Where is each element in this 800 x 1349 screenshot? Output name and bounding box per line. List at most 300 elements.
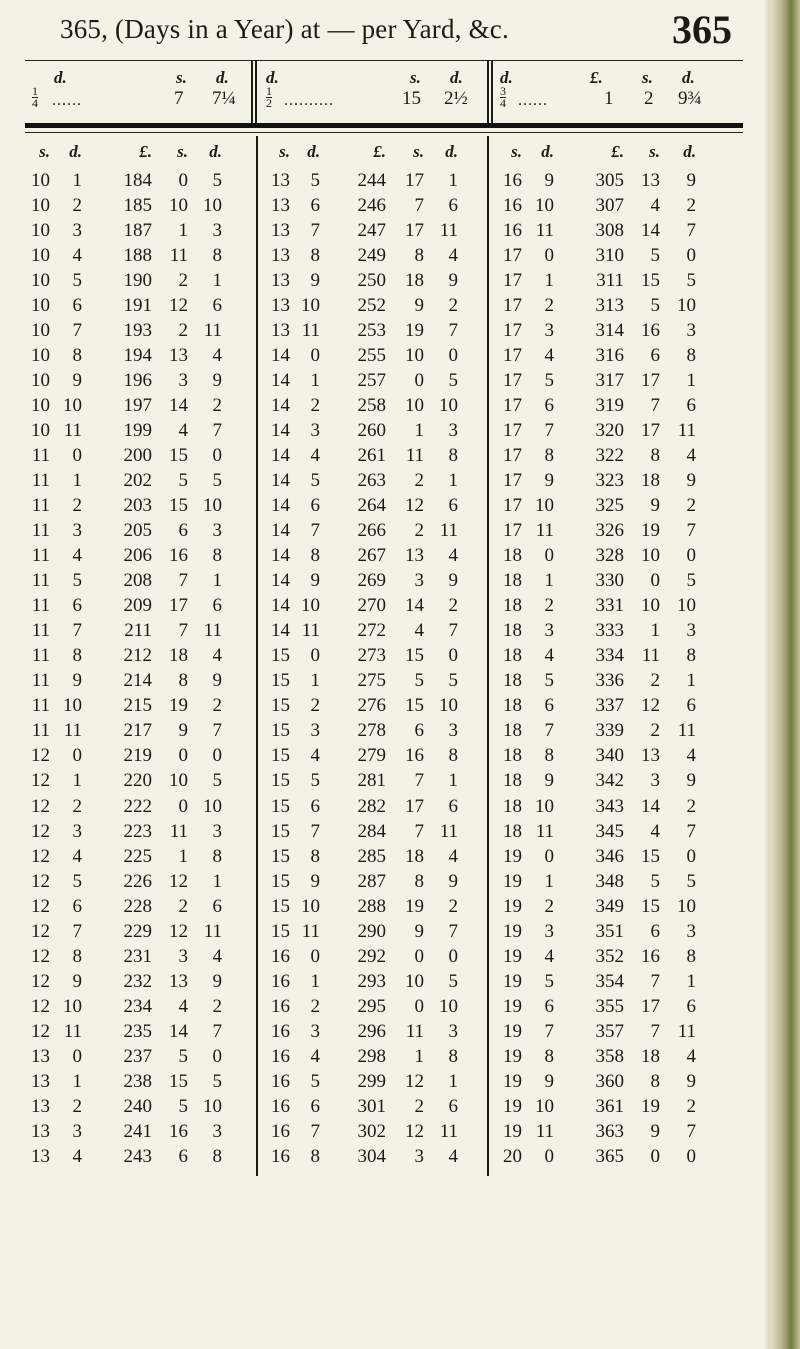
cell-total-shillings: 4 <box>178 420 188 442</box>
table-row <box>0 318 760 343</box>
cell-pence: 8 <box>72 345 82 367</box>
cell-shillings: 13 <box>31 1095 50 1117</box>
unit-label: d. <box>216 68 229 87</box>
cell-total-pounds: 234 <box>123 995 152 1017</box>
cell-total-pence: 5 <box>686 870 696 892</box>
table-row <box>0 819 760 844</box>
page-number: 365 <box>672 7 732 52</box>
cell-pence: 10 <box>63 395 82 417</box>
cell-total-pence: 0 <box>212 745 222 767</box>
cell-total-pounds: 336 <box>595 670 624 692</box>
cell-total-pence: 11 <box>439 1120 458 1142</box>
rate-header-half <box>262 66 480 120</box>
cell-total-pence: 0 <box>212 1045 222 1067</box>
cell-total-shillings: 19 <box>641 1095 660 1117</box>
cell-total-shillings: 1 <box>414 1045 424 1067</box>
cell-total-pence: 3 <box>686 320 696 342</box>
cell-total-shillings: 3 <box>178 945 188 967</box>
cell-shillings: 16 <box>271 1120 290 1142</box>
cell-shillings: 11 <box>31 620 50 642</box>
cell-total-pounds: 228 <box>123 895 152 917</box>
cell-total-pence: 8 <box>686 645 696 667</box>
cell-total-shillings: 3 <box>178 370 188 392</box>
cell-total-pounds: 301 <box>357 1095 386 1117</box>
cell-total-shillings: 17 <box>641 370 660 392</box>
cell-total-shillings: 9 <box>414 920 424 942</box>
cell-total-pounds: 325 <box>595 495 624 517</box>
cell-total-pence: 4 <box>448 845 458 867</box>
table-row <box>0 243 760 268</box>
cell-total-pounds: 250 <box>357 270 386 292</box>
cell-total-pence: 7 <box>212 420 222 442</box>
cell-total-shillings: 0 <box>178 745 188 767</box>
cell-total-shillings: 7 <box>414 770 424 792</box>
cell-pence: 1 <box>72 770 82 792</box>
cell-total-shillings: 2 <box>178 895 188 917</box>
cell-shillings: 19 <box>503 970 522 992</box>
column-header-total-pounds: £. <box>611 142 624 161</box>
cell-pence: 4 <box>544 645 554 667</box>
cell-pence: 0 <box>72 745 82 767</box>
cell-total-pence: 8 <box>212 545 222 567</box>
cell-shillings: 10 <box>31 420 50 442</box>
cell-pence: 3 <box>72 220 82 242</box>
cell-total-pounds: 215 <box>123 695 152 717</box>
cell-total-pounds: 302 <box>357 1120 386 1142</box>
cell-pence: 10 <box>301 295 320 317</box>
cell-total-pence: 4 <box>686 1045 696 1067</box>
table-row <box>0 869 760 894</box>
rate-value: 7¼ <box>212 88 236 109</box>
cell-shillings: 16 <box>271 995 290 1017</box>
cell-pence: 6 <box>544 395 554 417</box>
cell-shillings: 16 <box>271 1095 290 1117</box>
cell-pence: 8 <box>544 745 554 767</box>
cell-shillings: 17 <box>503 295 522 317</box>
cell-total-pounds: 194 <box>123 345 152 367</box>
cell-pence: 11 <box>63 720 82 742</box>
cell-total-pence: 1 <box>686 370 696 392</box>
cell-pence: 3 <box>310 1020 320 1042</box>
cell-pence: 0 <box>544 245 554 267</box>
cell-total-pence: 6 <box>448 1095 458 1117</box>
cell-total-pence: 0 <box>448 945 458 967</box>
cell-pence: 1 <box>72 470 82 492</box>
cell-total-shillings: 14 <box>641 220 660 242</box>
cell-pence: 10 <box>535 795 554 817</box>
cell-shillings: 13 <box>31 1145 50 1167</box>
cell-total-shillings: 11 <box>641 645 660 667</box>
cell-shillings: 16 <box>271 1020 290 1042</box>
cell-total-pence: 6 <box>448 495 458 517</box>
cell-total-shillings: 17 <box>405 170 424 191</box>
cell-pence: 9 <box>72 370 82 392</box>
cell-shillings: 11 <box>31 670 50 692</box>
cell-shillings: 16 <box>503 170 522 191</box>
cell-pence: 2 <box>310 395 320 417</box>
cell-pence: 2 <box>310 995 320 1017</box>
cell-pence: 5 <box>72 270 82 292</box>
cell-total-shillings: 11 <box>405 445 424 467</box>
cell-total-shillings: 10 <box>405 970 424 992</box>
cell-total-shillings: 16 <box>169 1120 188 1142</box>
cell-total-pounds: 252 <box>357 295 386 317</box>
cell-pence: 9 <box>544 170 554 191</box>
cell-pence: 8 <box>310 245 320 267</box>
cell-total-shillings: 7 <box>178 620 188 642</box>
cell-total-pence: 5 <box>212 470 222 492</box>
fraction: $\frac{3}{4}$ <box>500 84 506 110</box>
cell-total-shillings: 15 <box>169 445 188 467</box>
cell-pence: 3 <box>544 620 554 642</box>
cell-pence: 11 <box>535 220 554 242</box>
rate-value: 15 <box>402 88 421 109</box>
cell-pence: 9 <box>544 470 554 492</box>
cell-total-pence: 10 <box>677 595 696 617</box>
cell-total-pence: 2 <box>212 995 222 1017</box>
cell-total-shillings: 8 <box>650 1070 660 1092</box>
table-row <box>0 944 760 969</box>
cell-total-pounds: 317 <box>595 370 624 392</box>
cell-pence: 1 <box>310 670 320 692</box>
cell-shillings: 16 <box>503 220 522 242</box>
cell-total-shillings: 19 <box>405 320 424 342</box>
cell-pence: 5 <box>72 870 82 892</box>
cell-shillings: 19 <box>503 1070 522 1092</box>
table-row <box>0 1119 760 1144</box>
cell-total-pounds: 299 <box>357 1070 386 1092</box>
cell-pence: 9 <box>310 870 320 892</box>
cell-pence: 8 <box>310 1145 320 1167</box>
cell-shillings: 16 <box>271 1145 290 1167</box>
table-row <box>0 718 760 743</box>
cell-pence: 1 <box>72 1070 82 1092</box>
cell-pence: 7 <box>544 1020 554 1042</box>
fraction: $\frac{1}{4}$ <box>32 84 38 110</box>
cell-pence: 2 <box>72 795 82 817</box>
cell-total-pence: 10 <box>203 495 222 517</box>
cell-shillings: 10 <box>31 245 50 267</box>
cell-total-shillings: 15 <box>169 1070 188 1092</box>
cell-pence: 5 <box>72 570 82 592</box>
cell-total-shillings: 0 <box>414 945 424 967</box>
cell-total-pence: 5 <box>448 370 458 392</box>
cell-total-pence: 1 <box>212 270 222 292</box>
cell-shillings: 12 <box>31 970 50 992</box>
cell-total-pence: 11 <box>439 220 458 242</box>
cell-shillings: 19 <box>503 920 522 942</box>
cell-shillings: 18 <box>503 645 522 667</box>
cell-total-pounds: 358 <box>595 1045 624 1067</box>
cell-shillings: 19 <box>503 1095 522 1117</box>
cell-shillings: 11 <box>31 495 50 517</box>
cell-shillings: 15 <box>271 820 290 842</box>
cell-total-pence: 0 <box>448 645 458 667</box>
cell-pence: 2 <box>72 495 82 517</box>
cell-total-pence: 5 <box>212 1070 222 1092</box>
cell-pence: 2 <box>544 595 554 617</box>
header-divider <box>491 60 493 126</box>
cell-total-pence: 2 <box>448 595 458 617</box>
cell-total-pounds: 282 <box>357 795 386 817</box>
cell-shillings: 11 <box>31 595 50 617</box>
cell-total-pounds: 352 <box>595 945 624 967</box>
cell-total-pounds: 225 <box>123 845 152 867</box>
cell-total-pence: 2 <box>686 795 696 817</box>
cell-total-pounds: 365 <box>595 1145 624 1167</box>
table-row <box>0 844 760 869</box>
cell-pence: 6 <box>310 495 320 517</box>
cell-total-pence: 3 <box>212 820 222 842</box>
cell-total-shillings: 0 <box>414 995 424 1017</box>
cell-total-pence: 3 <box>448 420 458 442</box>
cell-pence: 3 <box>544 920 554 942</box>
column-header-pence: d. <box>541 142 554 161</box>
cell-total-pence: 9 <box>686 770 696 792</box>
cell-total-shillings: 11 <box>169 245 188 267</box>
cell-total-pounds: 238 <box>123 1070 152 1092</box>
cell-pence: 0 <box>544 545 554 567</box>
cell-total-pence: 6 <box>686 995 696 1017</box>
table-row <box>0 969 760 994</box>
cell-pence: 5 <box>310 1070 320 1092</box>
cell-total-pounds: 240 <box>123 1095 152 1117</box>
cell-total-pounds: 191 <box>123 295 152 317</box>
cell-pence: 11 <box>535 520 554 542</box>
cell-total-pounds: 310 <box>595 245 624 267</box>
cell-shillings: 12 <box>31 995 50 1017</box>
cell-total-shillings: 2 <box>650 720 660 742</box>
rate-header-quarter <box>28 66 246 120</box>
cell-total-pounds: 208 <box>123 570 152 592</box>
cell-total-shillings: 9 <box>414 295 424 317</box>
cell-total-shillings: 7 <box>414 195 424 217</box>
cell-total-pounds: 351 <box>595 920 624 942</box>
cell-total-pence: 3 <box>448 720 458 742</box>
cell-pence: 7 <box>310 220 320 242</box>
cell-shillings: 15 <box>271 770 290 792</box>
cell-pence: 9 <box>544 770 554 792</box>
cell-total-pounds: 199 <box>123 420 152 442</box>
cell-shillings: 18 <box>503 570 522 592</box>
cell-shillings: 17 <box>503 495 522 517</box>
cell-shillings: 14 <box>271 545 290 567</box>
cell-total-pence: 5 <box>212 170 222 191</box>
cell-total-pence: 2 <box>448 895 458 917</box>
table-row <box>0 743 760 768</box>
cell-pence: 11 <box>535 820 554 842</box>
cell-total-shillings: 8 <box>414 870 424 892</box>
cell-total-pence: 1 <box>448 770 458 792</box>
cell-total-pence: 5 <box>212 770 222 792</box>
cell-total-pence: 4 <box>212 645 222 667</box>
cell-total-pounds: 246 <box>357 195 386 217</box>
cell-total-shillings: 12 <box>169 295 188 317</box>
cell-total-pence: 9 <box>448 570 458 592</box>
cell-total-pence: 6 <box>686 695 696 717</box>
rate-header-three-quarter <box>496 66 736 120</box>
cell-total-pounds: 316 <box>595 345 624 367</box>
cell-total-shillings: 12 <box>405 1070 424 1092</box>
cell-total-shillings: 6 <box>650 345 660 367</box>
cell-total-pounds: 357 <box>595 1020 624 1042</box>
cell-shillings: 10 <box>31 370 50 392</box>
cell-total-pence: 8 <box>448 1045 458 1067</box>
cell-total-shillings: 4 <box>650 195 660 217</box>
rate-value: 1 <box>604 88 614 109</box>
unit-label: s. <box>176 68 187 87</box>
cell-total-shillings: 12 <box>405 495 424 517</box>
cell-shillings: 17 <box>503 420 522 442</box>
cell-shillings: 17 <box>503 245 522 267</box>
cell-shillings: 15 <box>271 695 290 717</box>
cell-total-pounds: 212 <box>123 645 152 667</box>
cell-total-pence: 4 <box>686 745 696 767</box>
cell-shillings: 14 <box>271 495 290 517</box>
cell-total-shillings: 13 <box>641 170 660 191</box>
cell-total-shillings: 0 <box>178 170 188 191</box>
cell-shillings: 18 <box>503 795 522 817</box>
cell-total-pounds: 217 <box>123 720 152 742</box>
cell-pence: 4 <box>544 945 554 967</box>
cell-total-shillings: 12 <box>169 870 188 892</box>
leader-dots: ...... <box>518 92 548 109</box>
cell-total-shillings: 2 <box>414 470 424 492</box>
cell-total-pounds: 284 <box>357 820 386 842</box>
cell-total-pence: 4 <box>686 445 696 467</box>
cell-total-pence: 6 <box>686 395 696 417</box>
cell-pence: 6 <box>310 195 320 217</box>
column-header-shillings: s. <box>279 142 290 161</box>
cell-total-pounds: 298 <box>357 1045 386 1067</box>
cell-total-pounds: 287 <box>357 870 386 892</box>
header-divider <box>251 60 253 126</box>
cell-total-pounds: 220 <box>123 770 152 792</box>
cell-total-pence: 7 <box>212 720 222 742</box>
cell-total-pence: 10 <box>439 395 458 417</box>
cell-total-pounds: 261 <box>357 445 386 467</box>
cell-total-pounds: 326 <box>595 520 624 542</box>
cell-total-pence: 3 <box>686 920 696 942</box>
cell-total-shillings: 2 <box>650 670 660 692</box>
cell-pence: 1 <box>72 170 82 191</box>
cell-shillings: 11 <box>31 520 50 542</box>
cell-shillings: 19 <box>503 895 522 917</box>
cell-shillings: 13 <box>31 1045 50 1067</box>
table-row <box>0 919 760 944</box>
cell-total-shillings: 8 <box>650 445 660 467</box>
top-rule <box>25 60 743 61</box>
cell-total-shillings: 13 <box>169 970 188 992</box>
cell-total-pence: 11 <box>677 720 696 742</box>
cell-total-pence: 1 <box>212 870 222 892</box>
cell-pence: 6 <box>72 895 82 917</box>
cell-total-pence: 4 <box>212 945 222 967</box>
unit-label: d. <box>54 68 67 87</box>
cell-total-pence: 9 <box>212 670 222 692</box>
cell-total-shillings: 14 <box>405 595 424 617</box>
unit-label: d. <box>266 68 279 87</box>
cell-total-shillings: 14 <box>641 795 660 817</box>
cell-total-pounds: 322 <box>595 445 624 467</box>
cell-shillings: 14 <box>271 445 290 467</box>
cell-total-pence: 5 <box>686 270 696 292</box>
cell-total-pounds: 232 <box>123 970 152 992</box>
cell-total-shillings: 3 <box>414 570 424 592</box>
cell-pence: 4 <box>310 445 320 467</box>
cell-pence: 7 <box>310 820 320 842</box>
cell-shillings: 14 <box>271 470 290 492</box>
cell-total-pounds: 319 <box>595 395 624 417</box>
cell-total-shillings: 13 <box>405 545 424 567</box>
cell-total-shillings: 5 <box>178 470 188 492</box>
cell-total-pence: 8 <box>686 945 696 967</box>
cell-shillings: 11 <box>31 695 50 717</box>
cell-total-pounds: 285 <box>357 845 386 867</box>
cell-total-pounds: 330 <box>595 570 624 592</box>
cell-total-pounds: 354 <box>595 970 624 992</box>
cell-total-shillings: 17 <box>641 420 660 442</box>
cell-shillings: 19 <box>503 1020 522 1042</box>
header-rule-thin <box>25 132 743 133</box>
cell-total-pence: 8 <box>212 845 222 867</box>
cell-total-shillings: 1 <box>178 845 188 867</box>
cell-total-shillings: 1 <box>178 220 188 242</box>
unit-label: d. <box>682 68 695 87</box>
cell-total-pence: 3 <box>212 1120 222 1142</box>
cell-total-pence: 7 <box>686 520 696 542</box>
cell-total-pounds: 203 <box>123 495 152 517</box>
cell-pence: 9 <box>72 670 82 692</box>
cell-total-shillings: 10 <box>641 595 660 617</box>
cell-total-pounds: 290 <box>357 920 386 942</box>
cell-shillings: 12 <box>31 845 50 867</box>
cell-pence: 5 <box>310 770 320 792</box>
cell-pence: 10 <box>535 495 554 517</box>
cell-total-pounds: 281 <box>357 770 386 792</box>
cell-total-shillings: 9 <box>178 720 188 742</box>
column-header-total-pence: d. <box>683 142 696 161</box>
column-header-shillings: s. <box>39 142 50 161</box>
header-divider <box>255 60 257 126</box>
table-row <box>0 468 760 493</box>
cell-pence: 8 <box>72 645 82 667</box>
cell-pence: 10 <box>535 195 554 217</box>
cell-total-pence: 1 <box>448 170 458 191</box>
cell-pence: 11 <box>535 1120 554 1142</box>
cell-pence: 3 <box>310 720 320 742</box>
cell-shillings: 18 <box>503 620 522 642</box>
table-row <box>0 994 760 1019</box>
cell-total-pounds: 323 <box>595 470 624 492</box>
cell-total-shillings: 18 <box>169 645 188 667</box>
cell-pence: 11 <box>63 420 82 442</box>
table-row <box>0 293 760 318</box>
cell-shillings: 12 <box>31 920 50 942</box>
cell-total-pence: 7 <box>448 920 458 942</box>
cell-total-pounds: 231 <box>123 945 152 967</box>
cell-total-shillings: 18 <box>405 270 424 292</box>
cell-total-shillings: 16 <box>169 545 188 567</box>
cell-pence: 4 <box>310 745 320 767</box>
cell-total-pounds: 219 <box>123 745 152 767</box>
page-title: 365, (Days in a Year) at — per Yard, &c. <box>60 14 509 44</box>
cell-total-pounds: 258 <box>357 395 386 417</box>
cell-pence: 10 <box>535 1095 554 1117</box>
table-row <box>0 218 760 243</box>
cell-total-pounds: 209 <box>123 595 152 617</box>
cell-pence: 8 <box>72 945 82 967</box>
